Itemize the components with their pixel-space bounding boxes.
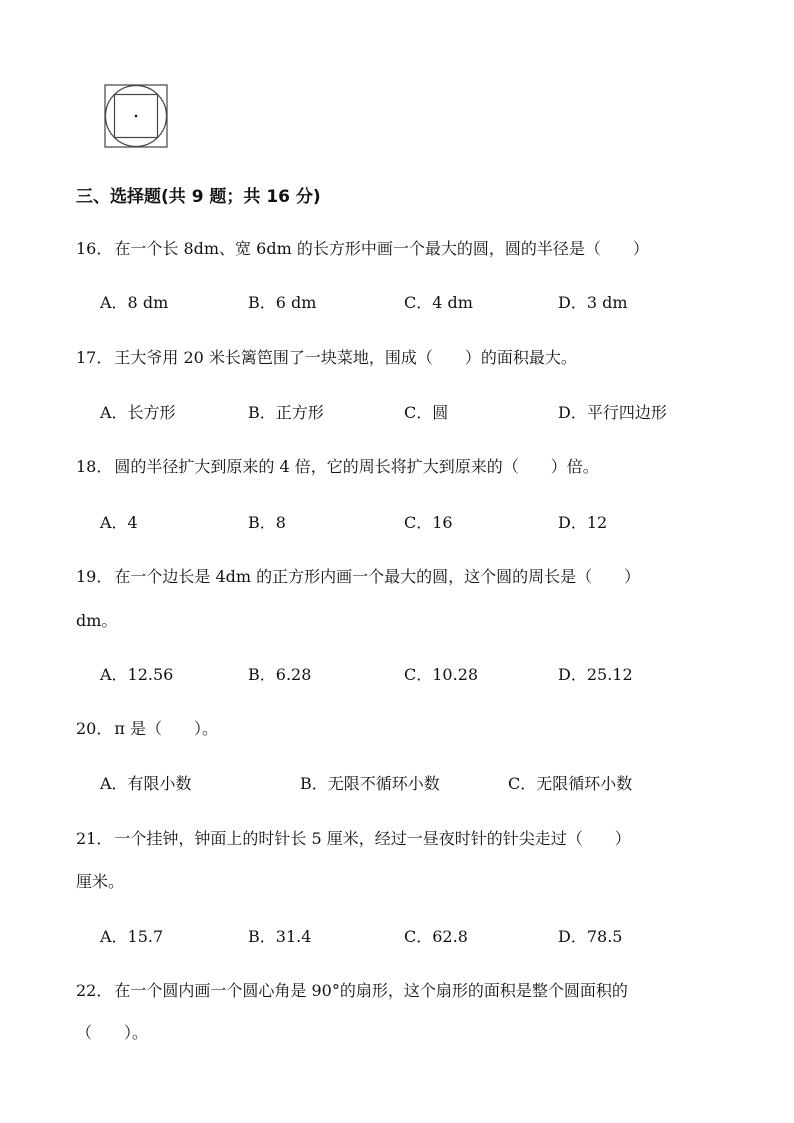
section-title: 三、选择题(共 9 题；共 16 分) <box>76 187 321 207</box>
option-d[interactable]: D．3 dm <box>558 293 628 312</box>
question-19-continuation: dm。 <box>76 611 118 630</box>
question-number: 16． <box>76 239 113 258</box>
option-c[interactable]: C．圆 <box>404 403 449 422</box>
option-b[interactable]: B．无限不循环小数 <box>300 774 440 793</box>
option-d[interactable]: D．12 <box>558 513 608 532</box>
option-c[interactable]: C．10.28 <box>404 665 479 684</box>
options-17 <box>100 402 760 424</box>
options-16 <box>100 292 760 314</box>
option-a[interactable]: A．长方形 <box>100 403 176 422</box>
option-a[interactable]: A．15.7 <box>100 927 164 946</box>
question-text: 一个挂钟，钟面上的时针长 5 厘米，经过一昼夜时针的针尖走过（ ） <box>114 829 631 848</box>
option-b[interactable]: B．8 <box>248 513 286 532</box>
option-b[interactable]: B．6 dm <box>248 293 317 312</box>
question-22 <box>76 980 628 1002</box>
option-a[interactable]: A．有限小数 <box>100 774 192 793</box>
question-22-continuation: （ ）。 <box>76 1023 149 1042</box>
question-20 <box>76 718 218 740</box>
options-21 <box>100 926 760 948</box>
option-b[interactable]: B．31.4 <box>248 927 312 946</box>
question-text: 王大爷用 20 米长篱笆围了一块菜地，围成（ ）的面积最大。 <box>114 348 577 367</box>
options-19 <box>100 664 760 686</box>
question-number: 17． <box>76 348 113 367</box>
question-19 <box>76 566 640 588</box>
option-c[interactable]: C．4 dm <box>404 293 473 312</box>
option-d[interactable]: D．平行四边形 <box>558 403 667 422</box>
option-a[interactable]: A．12.56 <box>100 665 174 684</box>
question-text: 圆的半径扩大到原来的 4 倍，它的周长将扩大到原来的（ ）倍。 <box>114 457 599 476</box>
question-number: 18． <box>76 457 113 476</box>
option-b[interactable]: B．6.28 <box>248 665 312 684</box>
question-18 <box>76 456 599 478</box>
option-c[interactable]: C．62.8 <box>404 927 468 946</box>
question-text: 在一个边长是 4dm 的正方形内画一个最大的圆，这个圆的周长是（ ） <box>114 567 641 586</box>
question-number: 19． <box>76 567 113 586</box>
question-21 <box>76 828 631 850</box>
question-17 <box>76 347 577 369</box>
question-text: 在一个圆内画一个圆心角是 90°的扇形，这个扇形的面积是整个圆面积的 <box>114 981 628 1000</box>
option-d[interactable]: D．78.5 <box>558 927 623 946</box>
question-21-continuation: 厘米。 <box>76 872 125 891</box>
option-c[interactable]: C．无限循环小数 <box>508 774 633 793</box>
option-c[interactable]: C．16 <box>404 513 453 532</box>
options-18 <box>100 512 760 534</box>
question-text: 在一个长 8dm、宽 6dm 的长方形中画一个最大的圆，圆的半径是（ ） <box>114 239 649 258</box>
question-number: 22． <box>76 981 113 1000</box>
question-16 <box>76 238 649 260</box>
option-a[interactable]: A．4 <box>100 513 138 532</box>
question-number: 20． <box>76 719 113 738</box>
circle-in-square-figure <box>104 84 168 148</box>
option-d[interactable]: D．25.12 <box>558 665 633 684</box>
options-20 <box>100 773 760 795</box>
question-number: 21． <box>76 829 113 848</box>
option-a[interactable]: A．8 dm <box>100 293 169 312</box>
option-b[interactable]: B．正方形 <box>248 403 324 422</box>
question-text: π 是（ ）。 <box>114 719 218 738</box>
